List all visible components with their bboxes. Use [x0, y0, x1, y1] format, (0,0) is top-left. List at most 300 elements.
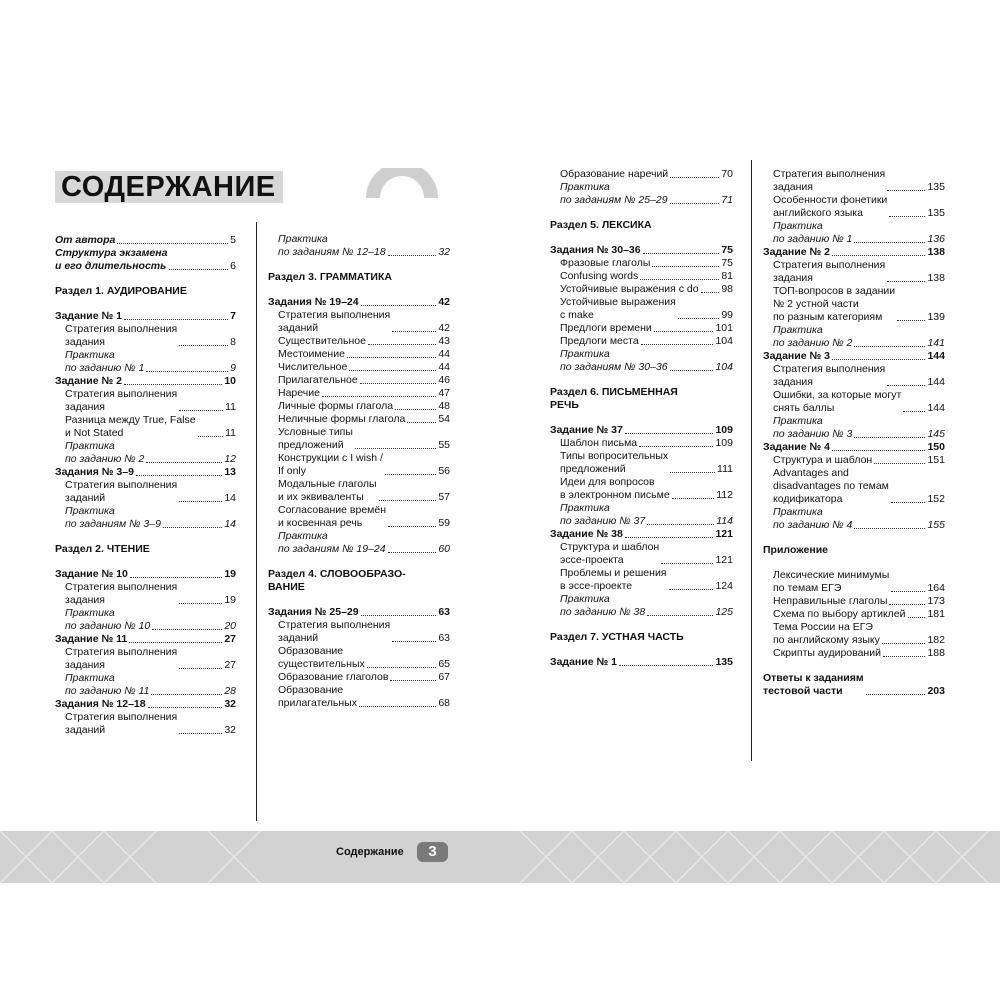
toc-page-number: 12	[224, 453, 236, 465]
toc-page-number: 135	[927, 207, 945, 219]
toc-entry-label: Confusing words	[560, 270, 639, 282]
dot-leader	[136, 475, 222, 476]
dot-leader	[179, 733, 222, 734]
toc-entry-label: Идеи для вопросов в электронном письме	[560, 476, 670, 501]
toc-entry[interactable]	[268, 684, 450, 710]
toc-entry[interactable]	[268, 645, 450, 671]
toc-entry-label: Практика по заданиям № 30–36	[560, 348, 668, 373]
toc-entry[interactable]	[55, 607, 236, 633]
toc-entry-label: Модальные глаголы и их эквиваленты	[278, 478, 377, 503]
dot-leader	[874, 463, 925, 464]
toc-entry[interactable]	[268, 671, 450, 684]
dot-leader	[146, 462, 222, 463]
gear-icon	[366, 168, 438, 198]
column-divider	[751, 160, 752, 761]
toc-entry[interactable]	[268, 452, 450, 478]
toc-page-number: 27	[224, 659, 236, 671]
toc-entry[interactable]	[550, 656, 733, 669]
dot-leader	[385, 474, 436, 475]
dot-leader	[146, 371, 228, 372]
toc-entry[interactable]	[550, 437, 733, 450]
toc-page-number: 11	[225, 401, 236, 413]
column-divider	[256, 222, 257, 821]
toc-page-number: 164	[927, 582, 945, 594]
toc-entry-label: Задания № 3–9	[55, 466, 134, 478]
toc-page-number: 42	[438, 296, 450, 308]
toc-page-number: 125	[715, 606, 733, 618]
toc-page-number: 136	[927, 233, 945, 245]
toc-entry[interactable]	[55, 581, 236, 607]
toc-entry[interactable]	[268, 504, 450, 530]
toc-entry[interactable]	[763, 647, 945, 660]
toc-entry-label: Проблемы и решения в эссе-проекте	[560, 567, 667, 592]
toc-page-number: 104	[715, 361, 733, 373]
toc-entry-label: Задание № 38	[550, 528, 623, 540]
dot-leader	[891, 591, 925, 592]
toc-column-4	[763, 168, 945, 698]
toc-entry[interactable]	[763, 259, 945, 285]
toc-page-number: 11	[225, 427, 236, 439]
dot-leader	[908, 617, 926, 618]
toc-entry[interactable]	[550, 502, 733, 528]
toc-entry[interactable]	[763, 350, 945, 363]
toc-page-number: 56	[438, 465, 450, 477]
toc-page-number: 63	[438, 606, 450, 618]
toc-entry-label: Задания № 12–18	[55, 698, 146, 710]
toc-entry[interactable]	[763, 621, 945, 647]
toc-entry[interactable]	[550, 528, 733, 541]
toc-page-number: 8	[230, 336, 236, 348]
dot-leader	[832, 359, 926, 360]
toc-entry-label: Advantages and disadvantages по темам кодификатора	[773, 467, 889, 505]
toc-entry[interactable]	[268, 296, 450, 309]
toc-entry-label: Практика по заданиям № 12–18	[278, 233, 386, 258]
toc-entry[interactable]	[550, 270, 733, 283]
dot-leader	[359, 706, 436, 707]
toc-entry-label: Особенности фонетики английского языка	[773, 194, 888, 219]
toc-entry[interactable]	[763, 595, 945, 608]
toc-entry-label: Практика по заданию № 1	[773, 220, 853, 245]
toc-entry[interactable]	[550, 296, 733, 322]
toc-entry-label: Практика по заданиям № 3–9	[65, 505, 161, 530]
dot-leader	[360, 383, 437, 384]
dot-leader	[669, 589, 714, 590]
toc-page-number: 44	[438, 348, 450, 360]
toc-page-number: 47	[438, 387, 450, 399]
toc-entry[interactable]	[55, 698, 236, 711]
toc-entry[interactable]	[550, 567, 733, 593]
toc-entry-label: Практика по заданию № 3	[773, 415, 853, 440]
toc-entry-label: Предлоги места	[560, 335, 639, 347]
toc-entry-label: Практика по заданию № 1	[65, 349, 145, 374]
toc-entry-label: Стратегия выполнения заданий	[65, 711, 178, 736]
dot-leader	[672, 498, 715, 499]
toc-entry-label: Задания № 25–29	[268, 606, 359, 618]
dot-leader	[355, 448, 436, 449]
toc-entry[interactable]	[55, 646, 236, 672]
toc-entry[interactable]	[550, 322, 733, 335]
toc-entry[interactable]	[550, 181, 733, 207]
dot-leader	[179, 345, 228, 346]
toc-entry[interactable]	[550, 335, 733, 348]
toc-entry-label: Практика по заданиям № 19–24	[278, 530, 386, 555]
toc-entry[interactable]	[55, 414, 236, 440]
toc-entry-label: Стратегия выполнения заданий	[65, 479, 178, 504]
toc-column-2	[268, 233, 450, 710]
dot-leader	[148, 707, 223, 708]
toc-entry-label: ТОП-вопросов в задании № 2 устной части по разным категориям	[773, 285, 896, 323]
toc-entry[interactable]	[55, 633, 236, 646]
toc-entry-label: Структура экзамена и его длительность	[55, 247, 168, 272]
section-heading: Раздел 3. ГРАММАТИКА	[268, 271, 392, 283]
toc-page-number: 145	[927, 428, 945, 440]
toc-entry[interactable]	[268, 348, 450, 361]
toc-entry[interactable]	[268, 426, 450, 452]
toc-entry-label: Шаблон письма	[560, 437, 638, 449]
dot-leader	[854, 528, 925, 529]
toc-entry[interactable]	[268, 387, 450, 400]
toc-entry-label: Структура и шаблон	[773, 454, 873, 466]
toc-page-number: 203	[927, 685, 945, 697]
dot-leader	[854, 437, 925, 438]
toc-page-number: 144	[927, 376, 945, 388]
toc-column-1	[55, 234, 236, 737]
toc-page-number: 141	[927, 337, 945, 349]
toc-entry[interactable]	[763, 454, 945, 467]
toc-column-3	[550, 168, 733, 669]
toc-entry[interactable]	[55, 711, 236, 737]
toc-entry-label: Задание № 4	[763, 441, 830, 453]
toc-entry-label: Стратегия выполнения заданий	[278, 309, 391, 334]
toc-entry[interactable]	[763, 415, 945, 441]
toc-page-number: 20	[224, 620, 236, 632]
toc-entry[interactable]	[763, 608, 945, 621]
toc-entry[interactable]	[268, 530, 450, 556]
dot-leader	[889, 604, 925, 605]
toc-entry-label: Стратегия выполнения задания	[773, 168, 886, 193]
toc-entry-label: Задания № 19–24	[268, 296, 359, 308]
toc-entry[interactable]	[268, 335, 450, 348]
toc-entry-label: Неличные формы глагола	[278, 413, 406, 425]
toc-page-number: 173	[927, 595, 945, 607]
dot-leader	[854, 242, 925, 243]
dot-leader	[854, 346, 925, 347]
toc-entry-label: Устойчивые выражения с do	[560, 283, 699, 295]
toc-entry-label: Задание № 3	[763, 350, 830, 362]
toc-entry[interactable]	[55, 310, 236, 323]
toc-entry[interactable]	[55, 323, 236, 349]
toc-page-number: 144	[927, 350, 945, 362]
toc-entry[interactable]	[550, 424, 733, 437]
dot-leader	[179, 603, 222, 604]
toc-page-number: 60	[438, 543, 450, 555]
dot-leader	[866, 694, 926, 695]
toc-entry[interactable]	[55, 440, 236, 466]
toc-page-number: 114	[716, 515, 733, 527]
toc-entry-label: Согласование времён и косвенная речь	[278, 504, 387, 529]
toc-entry[interactable]	[763, 389, 945, 415]
toc-entry-label: Практика по заданию № 11	[65, 672, 150, 697]
toc-entry-label: Прилагательное	[278, 374, 358, 386]
toc-entry-label: Образование прилагательных	[278, 684, 357, 709]
footer-band	[0, 831, 1000, 883]
dot-leader	[388, 255, 437, 256]
toc-page-number: 155	[927, 519, 945, 531]
dot-leader	[643, 253, 720, 254]
toc-page-number: 5	[230, 234, 236, 246]
toc-entry[interactable]	[550, 593, 733, 619]
dot-leader	[654, 331, 714, 332]
toc-page-number: 112	[716, 489, 733, 501]
toc-entry-label: Практика по заданию № 37	[560, 502, 646, 527]
toc-page-number: 75	[721, 257, 733, 269]
toc-entry[interactable]	[763, 441, 945, 454]
toc-entry[interactable]	[763, 324, 945, 350]
toc-entry[interactable]	[268, 400, 450, 413]
footer-label: Содержание	[336, 846, 404, 858]
toc-entry-label: Конструкции с I wish / If only	[278, 452, 383, 477]
dot-leader	[625, 537, 714, 538]
toc-page-number: 9	[230, 362, 236, 374]
toc-entry[interactable]	[550, 348, 733, 374]
toc-entry[interactable]	[763, 506, 945, 532]
toc-entry[interactable]	[763, 168, 945, 194]
dot-leader	[388, 526, 436, 527]
toc-entry-label: Фразовые глаголы	[560, 257, 651, 269]
dot-leader	[379, 500, 437, 501]
section-heading: Раздел 5. ЛЕКСИКА	[550, 219, 652, 231]
dot-leader	[887, 190, 925, 191]
toc-entry-label: Стратегия выполнения задания	[65, 581, 178, 606]
toc-page-number: 121	[715, 554, 733, 566]
toc-entry-label: Типы вопросительных предложений	[560, 450, 669, 475]
toc-entry[interactable]	[550, 476, 733, 502]
toc-entry-label: Ошибки, за которые могут снять баллы	[773, 389, 902, 414]
toc-entry[interactable]	[763, 220, 945, 246]
toc-page-number: 32	[224, 724, 236, 736]
dot-leader	[701, 292, 720, 293]
toc-page-number: 188	[927, 647, 945, 659]
toc-page-number: 138	[927, 272, 945, 284]
section-heading: Раздел 6. ПИСЬМЕННАЯ РЕЧЬ	[550, 386, 678, 411]
toc-entry-label: Задания № 30–36	[550, 244, 641, 256]
dot-leader	[368, 344, 436, 345]
dot-leader	[395, 409, 436, 410]
toc-entry[interactable]	[268, 374, 450, 387]
toc-entry-label: Личные формы глагола	[278, 400, 394, 412]
toc-entry-label: Местоимение	[278, 348, 345, 360]
dot-leader	[179, 501, 222, 502]
toc-entry[interactable]	[763, 246, 945, 259]
toc-entry[interactable]	[763, 285, 945, 324]
toc-entry[interactable]	[268, 413, 450, 426]
dot-leader	[647, 615, 713, 616]
toc-entry[interactable]	[550, 257, 733, 270]
toc-entry-label: Существительное	[278, 335, 366, 347]
toc-page-number: 32	[224, 698, 236, 710]
toc-entry-label: Наречие	[278, 387, 320, 399]
toc-entry[interactable]	[550, 283, 733, 296]
toc-entry[interactable]	[550, 541, 733, 567]
dot-leader	[179, 668, 222, 669]
toc-entry-label: От автора	[55, 234, 116, 246]
dot-leader	[639, 446, 713, 447]
toc-page-number: 65	[438, 658, 450, 670]
toc-page-number: 111	[717, 463, 733, 475]
toc-entry-label: Практика по заданию № 4	[773, 506, 853, 531]
dot-leader	[661, 563, 713, 564]
toc-entry[interactable]	[55, 247, 236, 273]
dot-leader	[641, 344, 714, 345]
toc-page-number: 46	[438, 374, 450, 386]
toc-entry[interactable]	[55, 349, 236, 375]
toc-entry-label: Задание № 2	[763, 246, 830, 258]
toc-page-number: 135	[715, 656, 733, 668]
toc-entry[interactable]	[55, 505, 236, 531]
toc-page-number: 28	[224, 685, 236, 697]
dot-leader	[388, 552, 437, 553]
toc-entry-label: Задание № 11	[55, 633, 128, 645]
dot-leader	[407, 422, 436, 423]
dot-leader	[151, 694, 222, 695]
toc-page-number: 75	[721, 244, 733, 256]
toc-entry-label: Образование глаголов	[278, 671, 389, 683]
dot-leader	[392, 331, 436, 332]
dot-leader	[887, 385, 925, 386]
toc-entry[interactable]	[550, 244, 733, 257]
toc-page-number: 14	[224, 518, 236, 530]
toc-page-number: 27	[224, 633, 236, 645]
toc-entry[interactable]	[55, 375, 236, 388]
dot-leader	[670, 203, 720, 204]
dot-leader	[390, 680, 436, 681]
toc-entry-label: Стратегия выполнения задания	[773, 363, 886, 388]
toc-entry[interactable]	[55, 672, 236, 698]
toc-page-number: 138	[927, 246, 945, 258]
toc-entry-label: Стратегия выполнения заданий	[278, 619, 391, 644]
section-heading: Раздел 1. АУДИРОВАНИЕ	[55, 285, 187, 297]
toc-page-number: 57	[438, 491, 450, 503]
dot-leader	[367, 667, 437, 668]
toc-page-number: 150	[927, 441, 945, 453]
toc-page-number: 67	[438, 671, 450, 683]
toc-page-number: 19	[224, 594, 236, 606]
toc-entry[interactable]	[268, 309, 450, 335]
toc-entry-label: Задание № 1	[550, 656, 617, 668]
toc-entry-label: Задание № 2	[55, 375, 122, 387]
dot-leader	[163, 527, 222, 528]
toc-entry[interactable]	[55, 388, 236, 414]
toc-entry[interactable]	[268, 361, 450, 374]
toc-page-number: 63	[438, 632, 450, 644]
toc-entry[interactable]	[763, 569, 945, 595]
toc-entry-label: Стратегия выполнения задания	[773, 259, 886, 284]
dot-leader	[625, 433, 714, 434]
dot-leader	[670, 370, 714, 371]
toc-entry[interactable]	[55, 568, 236, 581]
toc-entry[interactable]	[268, 478, 450, 504]
dot-leader	[832, 450, 926, 451]
toc-entry-label: Стратегия выполнения задания	[65, 646, 178, 671]
toc-entry[interactable]	[763, 363, 945, 389]
toc-entry[interactable]	[763, 672, 945, 698]
dot-leader	[179, 410, 223, 411]
dot-leader	[130, 577, 223, 578]
toc-entry[interactable]	[763, 194, 945, 220]
toc-page-number: 19	[224, 568, 236, 580]
toc-entry[interactable]	[55, 479, 236, 505]
toc-page-number: 104	[715, 335, 733, 347]
dot-leader	[347, 357, 436, 358]
toc-page-number: 109	[715, 437, 733, 449]
dot-leader	[169, 269, 228, 270]
dot-leader	[891, 502, 926, 503]
toc-page-number: 181	[927, 608, 945, 620]
toc-page-number: 109	[715, 424, 733, 436]
dot-leader	[117, 243, 228, 244]
toc-entry-label: Практика по заданию № 10	[65, 607, 151, 632]
toc-entry-label: Структура и шаблон эссе-проекта	[560, 541, 660, 566]
toc-entry-label: Неправильные глаголы	[773, 595, 888, 607]
toc-entry-label: Предлоги времени	[560, 322, 652, 334]
toc-page-number: 32	[438, 246, 450, 258]
toc-entry-label: Практика по заданию № 2	[773, 324, 853, 349]
toc-page-number: 121	[715, 528, 733, 540]
toc-entry[interactable]	[55, 466, 236, 479]
dot-leader	[619, 665, 714, 666]
section-heading: Приложение	[763, 544, 829, 556]
dot-leader	[124, 384, 222, 385]
toc-entry-label: Практика по заданиям № 25–29	[560, 181, 668, 206]
toc-page-number: 98	[721, 283, 733, 295]
dot-leader	[678, 318, 719, 319]
toc-page-number: 124	[715, 580, 733, 592]
dot-leader	[883, 656, 926, 657]
toc-entry-label: Лексические минимумы по темам ЕГЭ	[773, 569, 890, 594]
dot-leader	[392, 641, 436, 642]
toc-entry[interactable]	[550, 168, 733, 181]
toc-entry[interactable]	[550, 450, 733, 476]
toc-entry-label: Практика по заданию № 2	[65, 440, 145, 465]
toc-page-number: 48	[438, 400, 450, 412]
toc-page-number: 151	[927, 454, 945, 466]
section-heading: Раздел 7. УСТНАЯ ЧАСТЬ	[550, 631, 684, 643]
toc-page-number: 6	[230, 260, 236, 272]
page-number-badge: 3	[417, 842, 448, 862]
toc-page-number: 54	[438, 413, 450, 425]
toc-entry[interactable]	[763, 467, 945, 506]
toc-entry[interactable]	[268, 619, 450, 645]
dot-leader	[349, 370, 436, 371]
dot-leader	[670, 472, 715, 473]
toc-entry[interactable]	[268, 233, 450, 259]
toc-entry-label: Устойчивые выражения с make	[560, 296, 676, 321]
toc-entry-label: Задание № 10	[55, 568, 128, 580]
toc-entry-label: Ответы к заданиям тестовой части	[763, 672, 864, 697]
toc-page-number: 70	[721, 168, 733, 180]
dot-leader	[640, 279, 719, 280]
toc-page-number: 101	[715, 322, 733, 334]
toc-page-number: 14	[224, 492, 236, 504]
dot-leader	[670, 177, 719, 178]
toc-entry-label: Числительное	[278, 361, 348, 373]
toc-entry-label: Разница между True, False и Not Stated	[65, 414, 196, 439]
toc-page-number: 81	[721, 270, 733, 282]
dot-leader	[897, 320, 925, 321]
toc-entry[interactable]	[55, 234, 236, 247]
toc-entry[interactable]	[268, 606, 450, 619]
dot-leader	[361, 305, 437, 306]
